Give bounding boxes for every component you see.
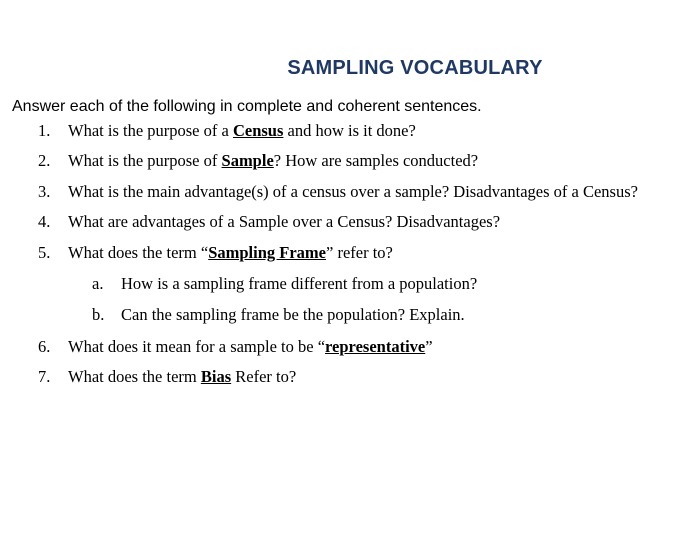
question-text: What does it mean for a sample to be “representative” <box>68 337 433 356</box>
question-number: 7. <box>38 367 51 386</box>
question-text: What is the purpose of a Census and how is it done? <box>68 121 416 140</box>
question-text: What does the term Bias Refer to? <box>68 367 297 386</box>
question-text: How is a sampling frame different from a population? <box>121 274 478 293</box>
question-text: Can the sampling frame be the population? Explain. <box>121 305 465 324</box>
question-number: 1. <box>38 121 51 140</box>
question-text: What is the main advantage(s) of a census over a sample? Disadvantages of a Census? <box>68 182 638 201</box>
page-title: SAMPLING VOCABULARY <box>287 57 543 79</box>
question-letter: b. <box>92 305 105 324</box>
question-number: 2. <box>38 151 51 170</box>
instruction-text: Answer each of the following in complete and coherent sentences. <box>12 98 482 115</box>
question-number: 5. <box>38 243 51 262</box>
question-number: 6. <box>38 337 51 356</box>
vocab-term-sample: Sample <box>221 151 274 170</box>
question-number: 4. <box>38 212 51 231</box>
vocab-term-representative: representative <box>325 337 426 356</box>
question-text: What does the term “Sampling Frame” refer to? <box>68 243 393 262</box>
question-number: 3. <box>38 182 51 201</box>
vocab-term-sampling-frame: Sampling Frame <box>208 243 326 262</box>
vocab-term-census: Census <box>232 121 284 140</box>
question-text: What is the purpose of Sample? How are samples conducted? <box>68 151 479 170</box>
question-letter: a. <box>92 274 104 293</box>
question-text: What are advantages of a Sample over a Census? Disadvantages? <box>68 212 501 231</box>
vocab-term-bias: Bias <box>200 367 232 386</box>
